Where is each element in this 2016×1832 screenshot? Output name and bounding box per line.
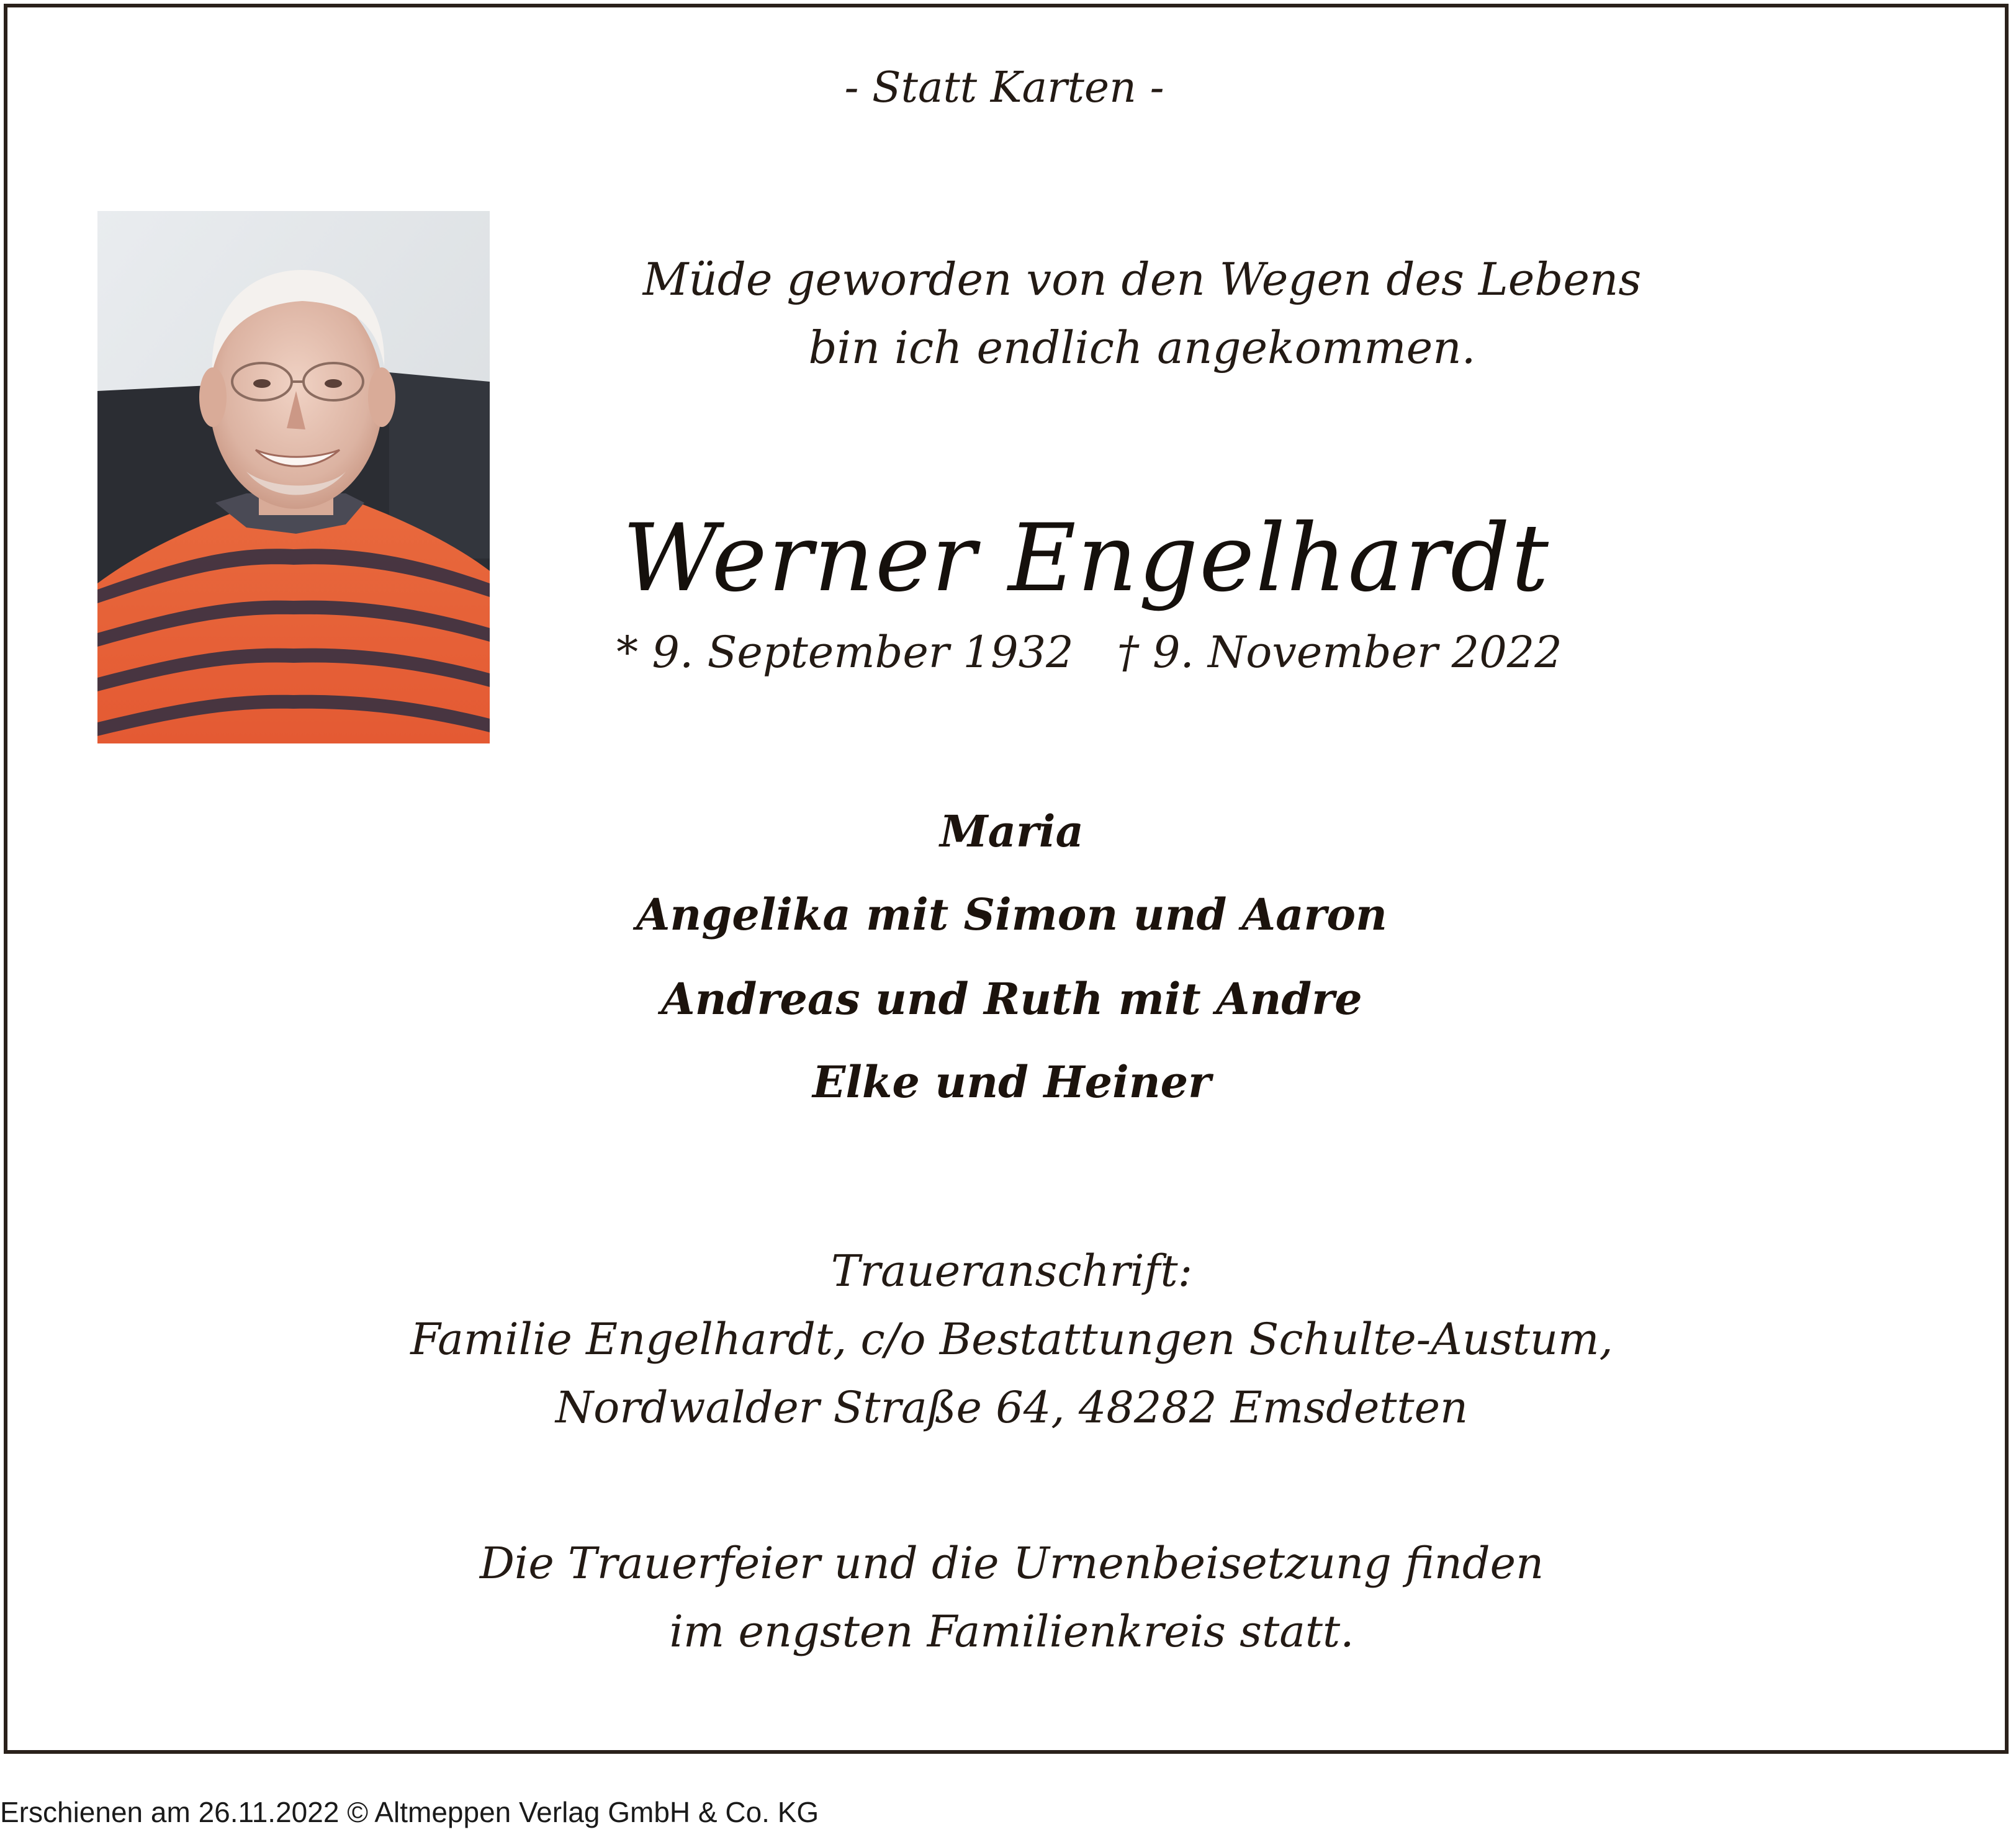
mourner-line: Andreas und Ruth mit Andre (661, 973, 1362, 1025)
mourner-line: Maria (940, 806, 1084, 857)
statt-karten-header: - Statt Karten - (844, 63, 1164, 112)
mourner-line: Elke und Heiner (812, 1056, 1212, 1108)
life-dates (546, 627, 1632, 678)
birth-date: * 9. September 1932 (616, 627, 1074, 678)
portrait-photo (97, 211, 490, 743)
deceased-name: Werner Engelhardt (622, 505, 1550, 613)
address-label: Traueranschrift: (830, 1246, 1193, 1296)
ceremony-note-line-1: Die Trauerfeier und die Urnenbeisetzung finden (479, 1538, 1544, 1589)
death-date: † 9. November 2022 (1117, 627, 1562, 678)
motto-line-2: bin ich endlich angekommen. (808, 321, 1476, 374)
address-line-2: Nordwalder Straße 64, 48282 Emsdetten (555, 1382, 1469, 1433)
motto-line-1: Müde geworden von den Wegen des Lebens (642, 253, 1642, 305)
address-line-1: Familie Engelhardt, c/o Bestattungen Schulte-Austum, (410, 1314, 1613, 1365)
ceremony-note-line-2: im engsten Familienkreis statt. (669, 1606, 1354, 1657)
mourner-line: Angelika mit Simon und Aaron (636, 889, 1387, 940)
publication-footer: Erschienen am 26.11.2022 © Altmeppen Verlag GmbH & Co. KG (0, 1796, 819, 1828)
